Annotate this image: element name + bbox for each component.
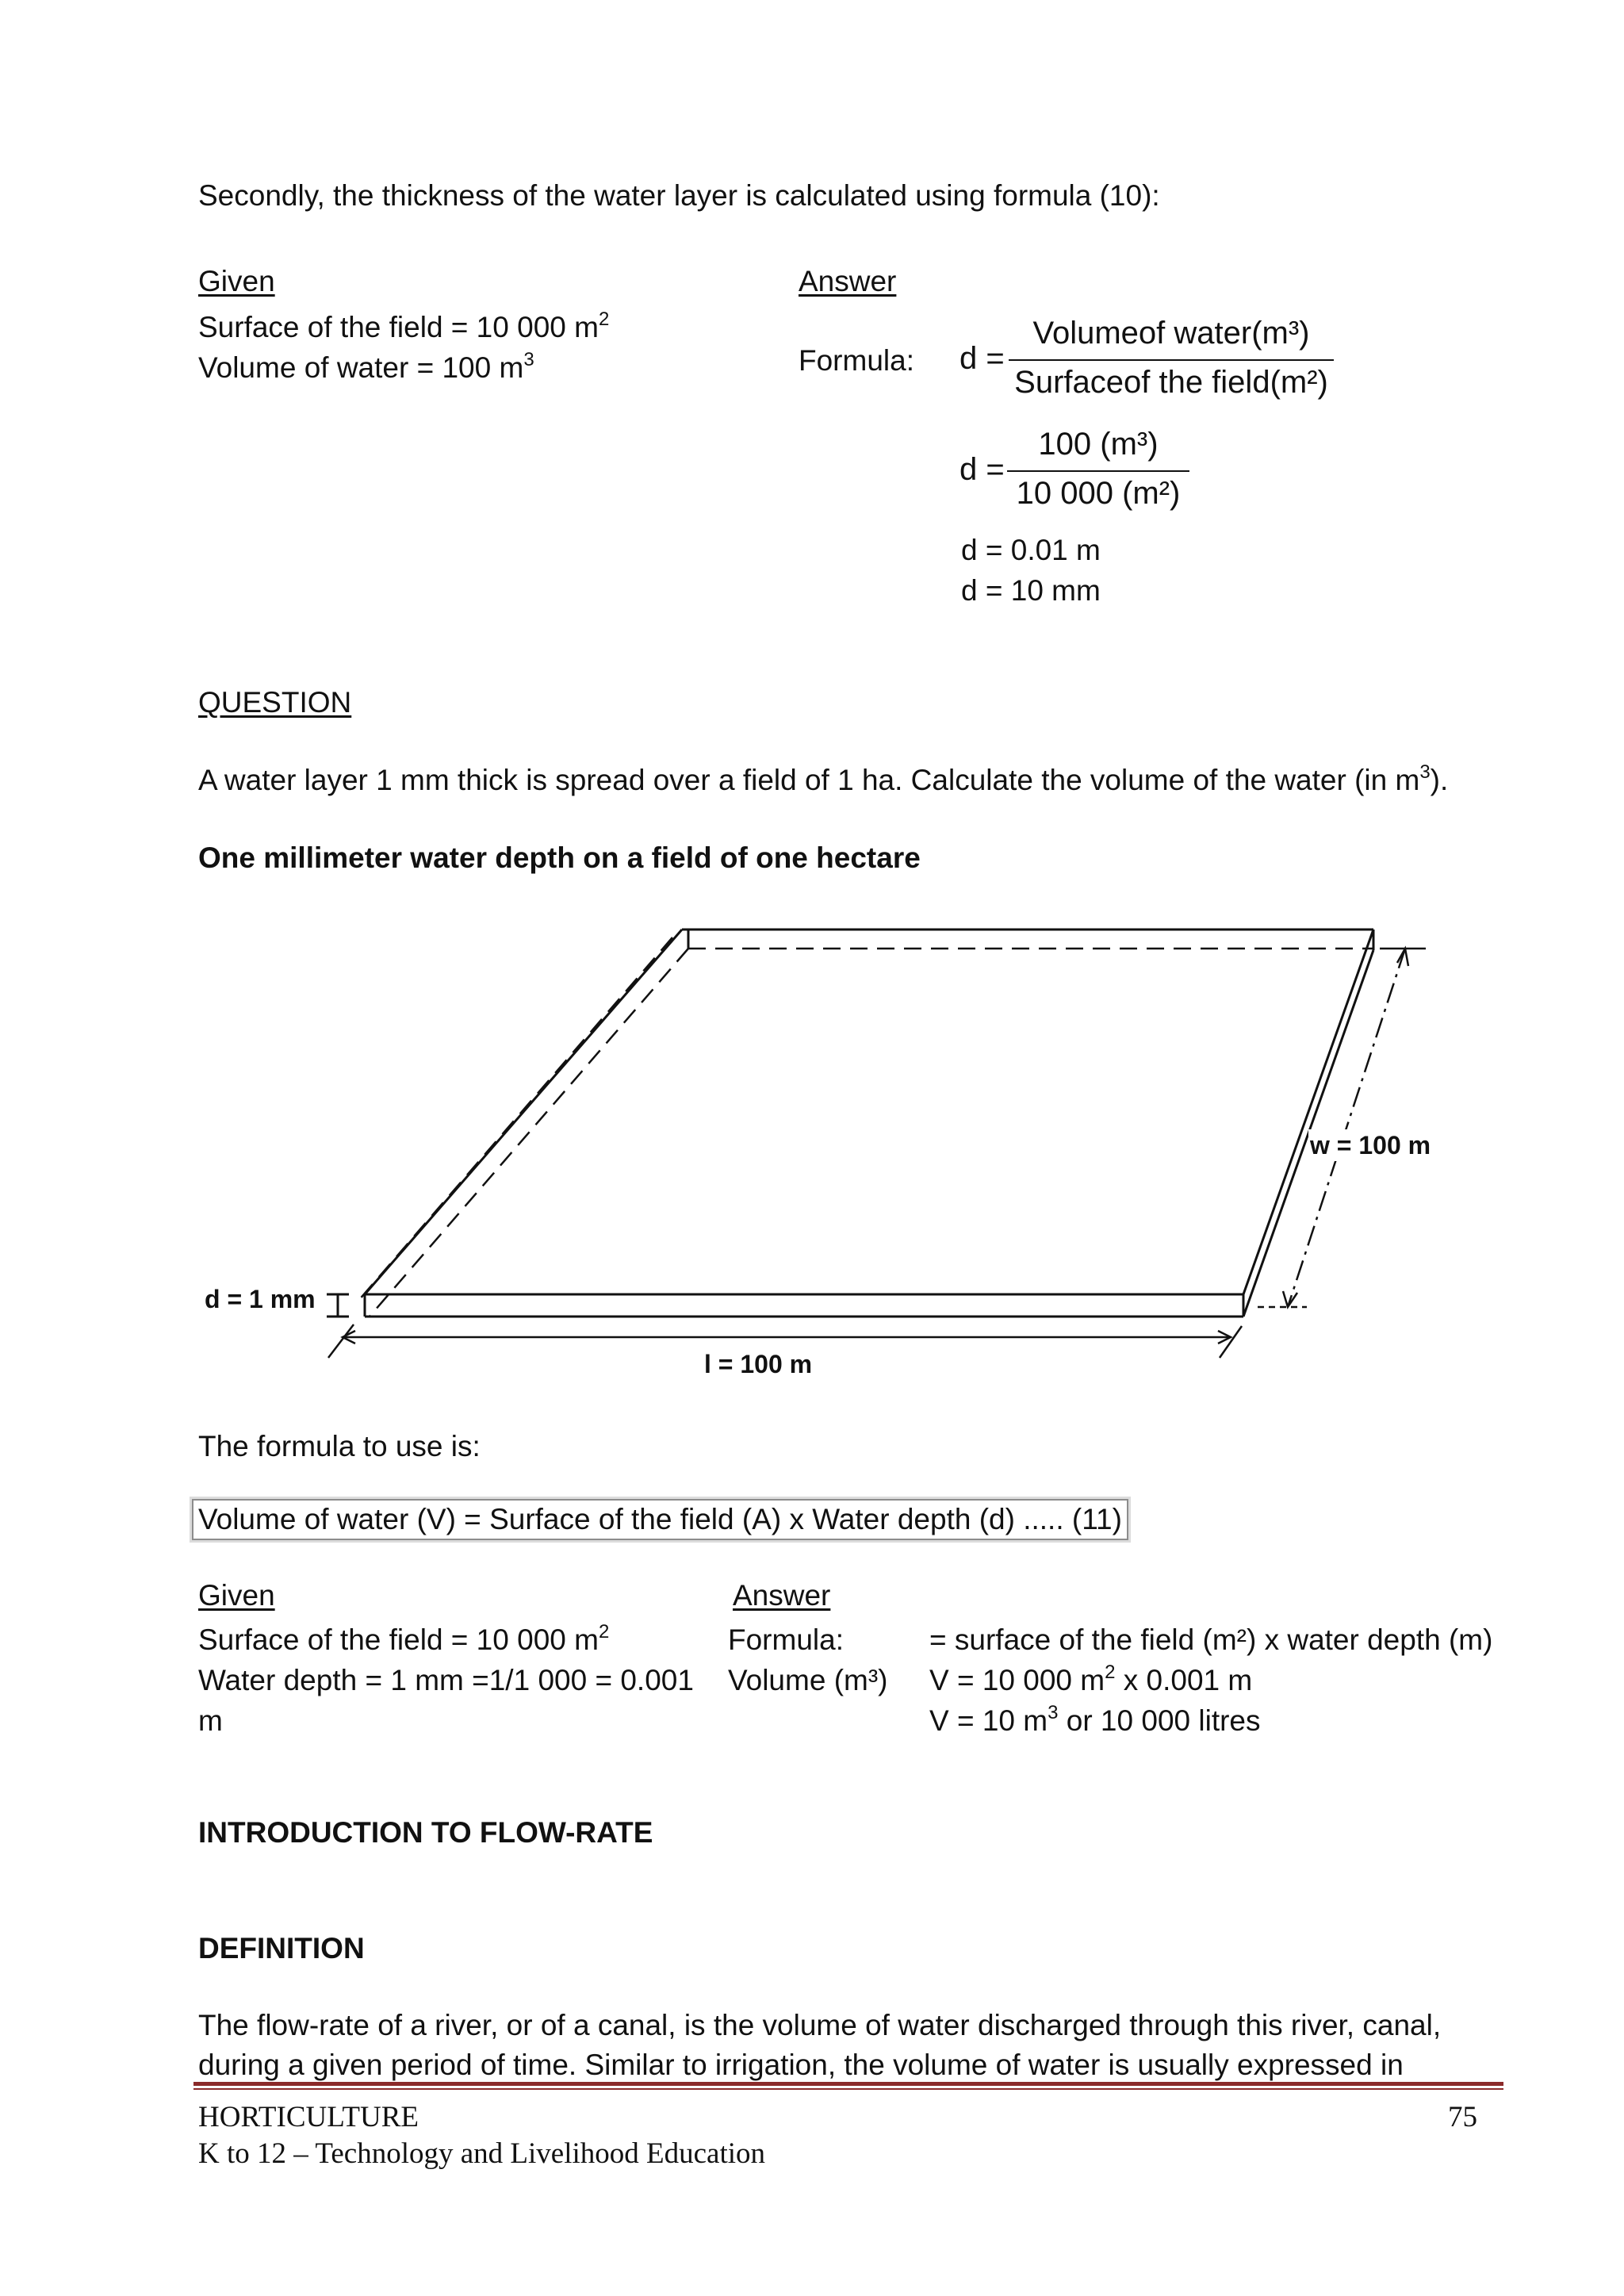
result-meters: d = 0.01 m xyxy=(961,534,1101,566)
hidden-left-edge-2 xyxy=(358,937,672,1301)
field-left-edge xyxy=(365,930,682,1294)
result-millimeters: d = 10 mm xyxy=(961,574,1101,607)
fraction-lhs: d = xyxy=(959,341,1005,376)
answer-line-1: = surface of the field (m²) x water depth (m) xyxy=(929,1623,1493,1656)
formula-intro: The formula to use is: xyxy=(198,1430,481,1462)
formula-label: Formula: xyxy=(799,344,914,377)
width-label: w = 100 m xyxy=(1310,1131,1431,1159)
footer-subject: HORTICULTURE xyxy=(198,2101,419,2133)
question-text: A water layer 1 mm thick is spread over a field of 1 ha. Calculate the volume of the water (in $m^3$). xyxy=(198,761,1449,796)
given-depth-line2: m xyxy=(198,1704,223,1737)
figure-title: One millimeter water depth on a field of one hectare xyxy=(198,841,921,874)
answer-line-3: V = 10 $m^3$ or 10 000 litres xyxy=(929,1702,1261,1737)
given-surface: Surface of the field = 10 000 $m^2$ xyxy=(198,309,610,343)
given-volume: Volume of water = 100 $m^3$ xyxy=(198,349,534,384)
formula-label-2: Formula: xyxy=(728,1623,844,1656)
footer-course: K to 12 – Technology and Livelihood Education xyxy=(198,2137,766,2170)
fraction-lhs: d = xyxy=(959,452,1005,487)
footer-rule-thin xyxy=(193,2088,1503,2090)
given-heading: Given xyxy=(198,265,275,297)
answer-heading: Answer xyxy=(799,265,897,297)
hidden-left-edge xyxy=(370,949,688,1317)
given-heading-2: Given xyxy=(198,1579,275,1612)
fraction-numerator: Volumeof water(m³) xyxy=(1032,316,1310,351)
intro-text: Secondly, the thickness of the water layer is calculated using formula (10): xyxy=(198,179,1160,212)
fraction-numerator: 100 (m³) xyxy=(1038,427,1159,462)
depth-dimension xyxy=(327,1294,349,1317)
boxed-formula: Volume of water (V) = Surface of the field (A) x Water depth (d) ..... (11) xyxy=(192,1499,1128,1540)
width-dimension xyxy=(1258,949,1426,1307)
page-number: 75 xyxy=(1448,2101,1477,2133)
footer-rule-thick xyxy=(193,2082,1503,2086)
fraction-denominator: 10 000 (m²) xyxy=(1016,476,1181,511)
answer-heading-2: Answer xyxy=(733,1579,831,1612)
definition-paragraph-line1: The flow-rate of a river, or of a canal, is the volume of water discharged through this river, canal, xyxy=(198,2009,1442,2041)
answer-line-2: V = 10 000 $m^2$ x 0.001 m xyxy=(929,1662,1253,1696)
depth-label: d = 1 mm xyxy=(205,1285,316,1313)
flow-rate-heading: INTRODUCTION TO FLOW-RATE xyxy=(198,1816,653,1849)
volume-label: Volume (m³) xyxy=(728,1664,888,1696)
definition-paragraph-line2: during a given period of time. Similar to irrigation, the volume of water is usually expressed in xyxy=(198,2049,1404,2081)
definition-heading: DEFINITION xyxy=(198,1932,365,1964)
given-depth-line1: Water depth = 1 mm =1/1 000 = 0.001 xyxy=(198,1664,694,1696)
fraction-denominator: Surfaceof the field(m²) xyxy=(1014,365,1328,400)
field-slab xyxy=(365,930,1373,1317)
given-surface-2: Surface of the field = 10 000 $m^2$ xyxy=(198,1621,610,1656)
question-heading: QUESTION xyxy=(198,686,352,719)
field-right-edge xyxy=(1243,930,1373,1294)
length-label: l = 100 m xyxy=(704,1350,813,1378)
